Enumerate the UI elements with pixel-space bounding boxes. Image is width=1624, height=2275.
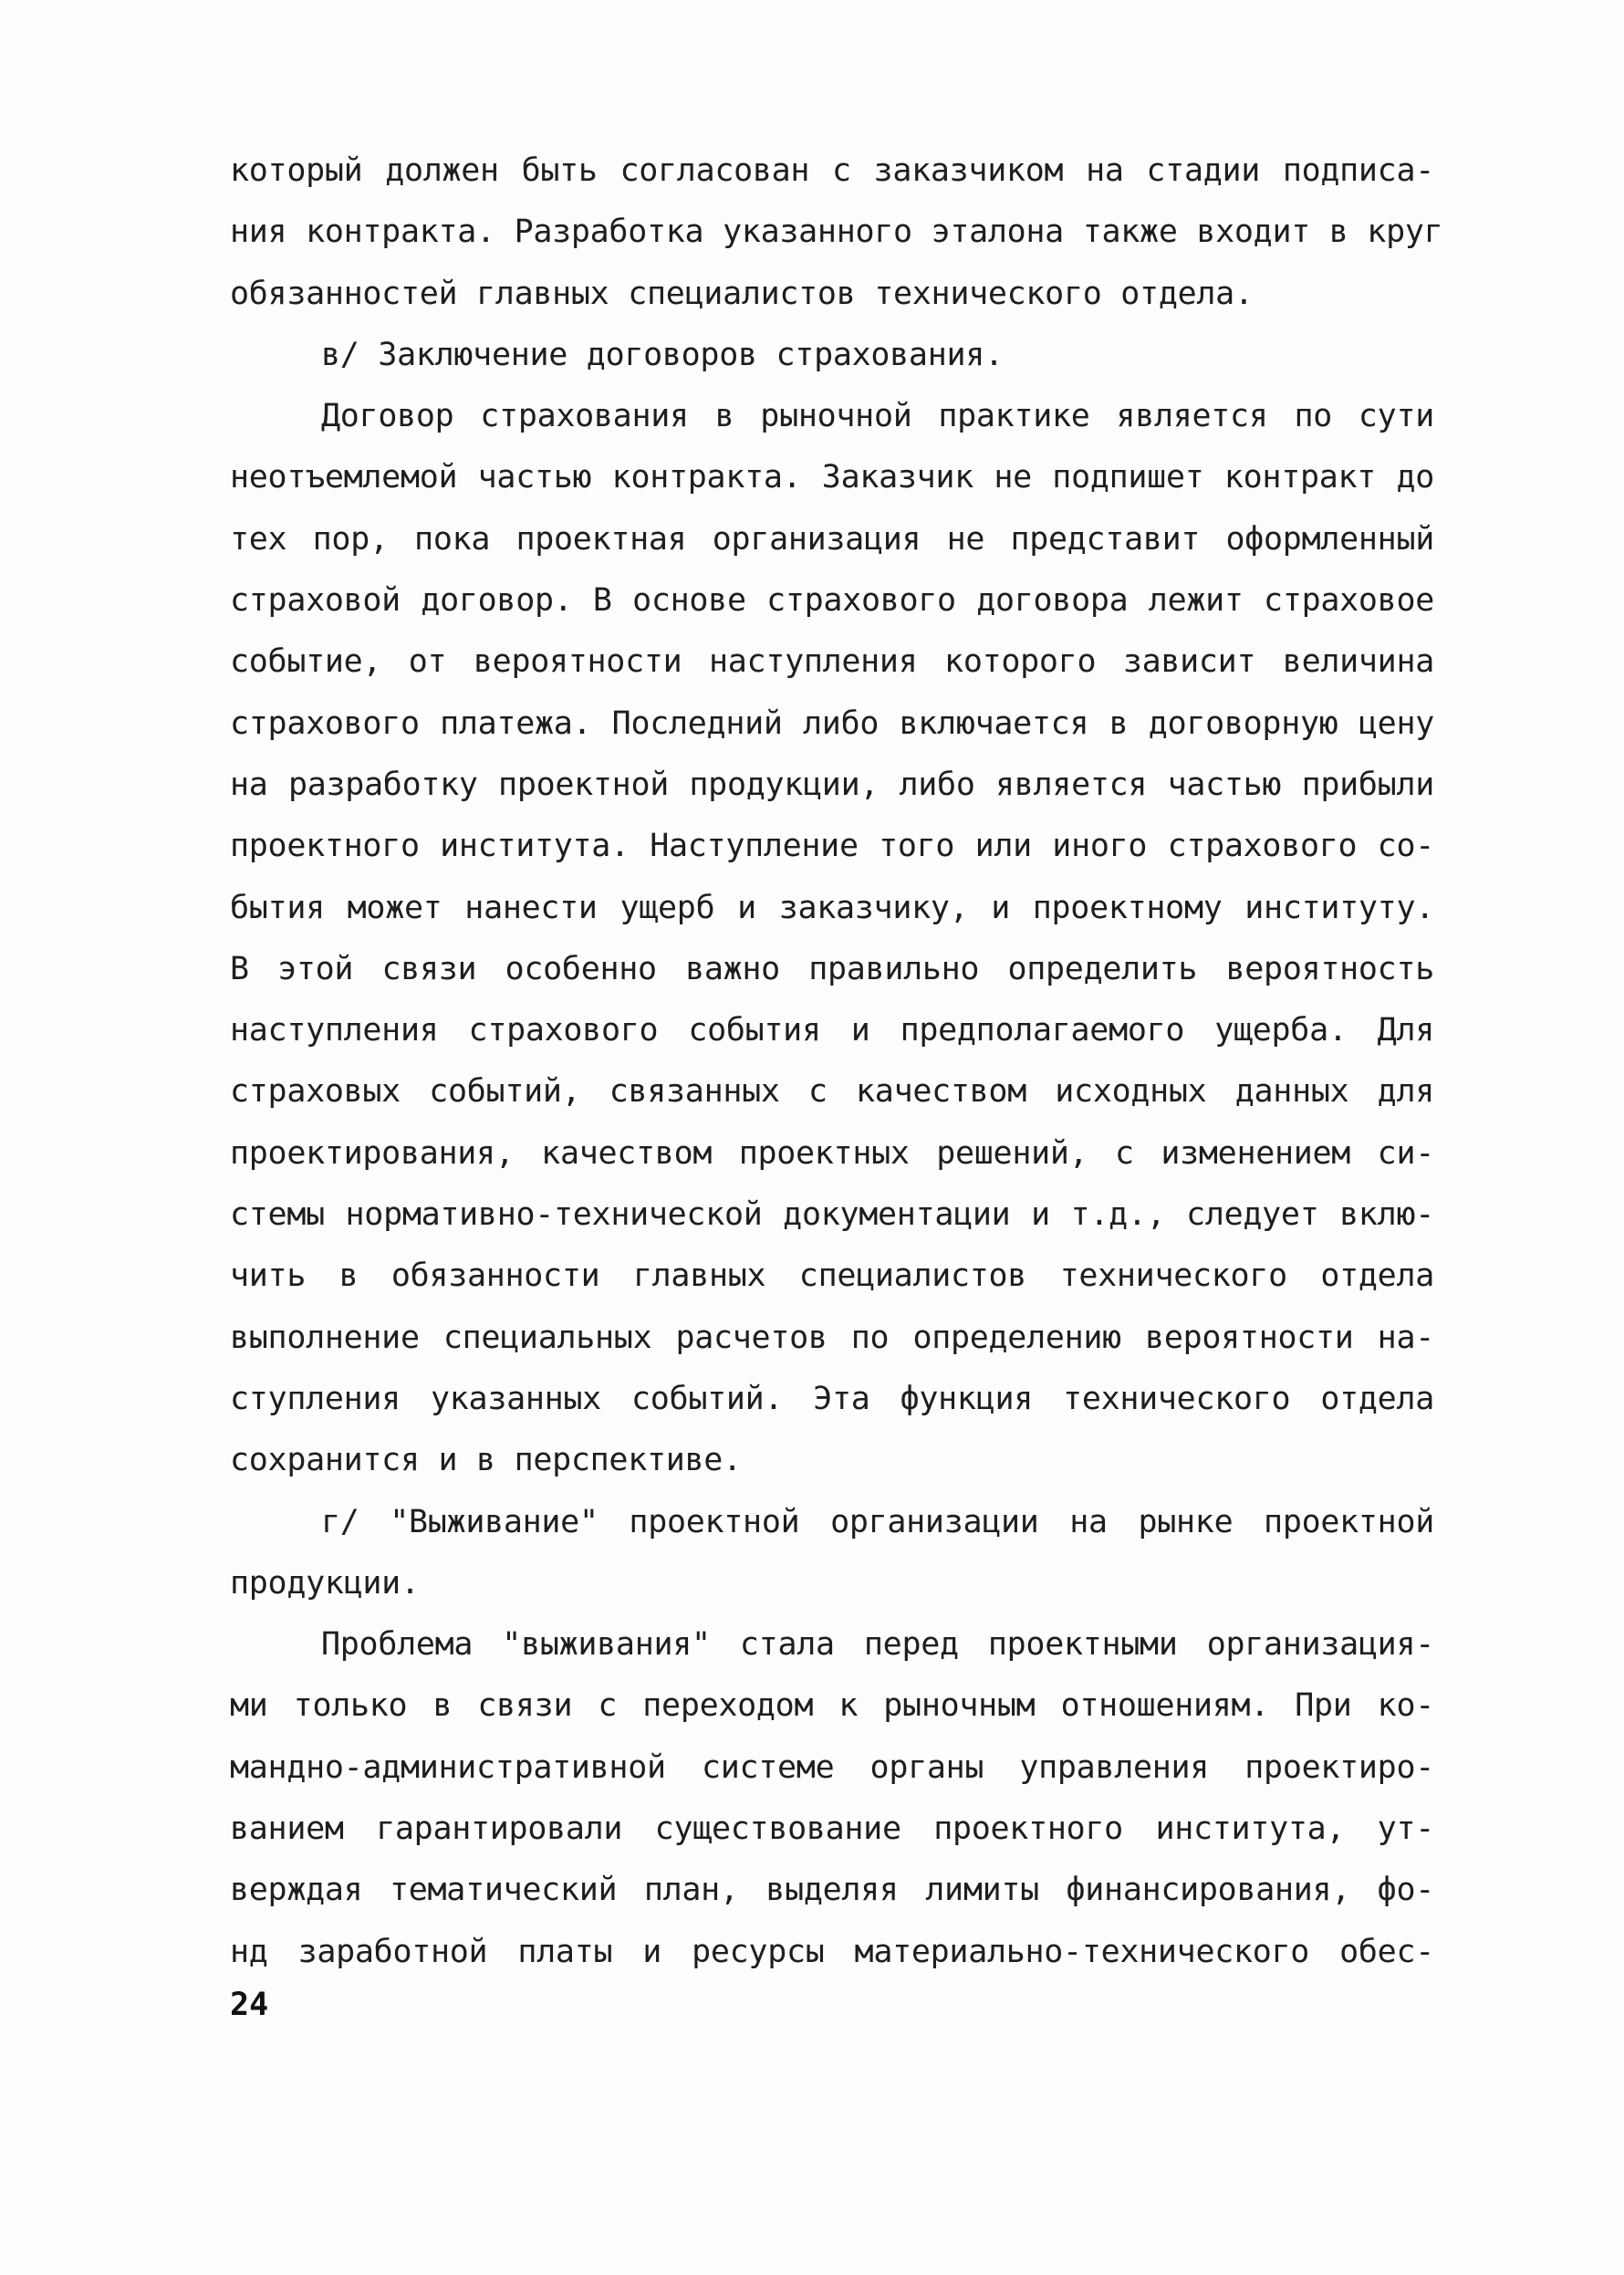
text-line: Договор страхования в рыночной практике является по сути — [321, 398, 1434, 435]
text-line: проектирования, качеством проектных решений, с изменением си- — [230, 1134, 1434, 1172]
text-line: страхового платежа. Последний либо включается в договорную цену — [230, 704, 1434, 742]
text-line: страховой договор. В основе страхового договора лежит страховое — [230, 582, 1434, 620]
text-line: в/ Заключение договоров страхования. — [321, 336, 1004, 373]
text-line: тех пор, пока проектная организация не представит оформленный — [230, 520, 1434, 558]
page-number: 24 — [230, 1987, 269, 2023]
text-line: ванием гарантировали существование проектного института, ут- — [230, 1811, 1434, 1848]
text-line: бытия может нанести ущерб и заказчику, и проектному институту. — [230, 889, 1434, 926]
text-line: ния контракта. Разработка указанного эталона также входит в круг — [230, 214, 1443, 251]
text-line: нд заработной платы и ресурсы материально-технического обес- — [230, 1933, 1434, 1970]
body-text — [230, 141, 1443, 1983]
text-line: верждая тематический план, выделяя лимиты финансирования, фо- — [230, 1872, 1434, 1909]
text-line: обязанностей главных специалистов технического отдела. — [230, 275, 1254, 312]
text-line: г/ "Выживание" проектной организации на рынке проектной — [321, 1503, 1434, 1540]
text-line: страховых событий, связанных с качеством исходных данных для — [230, 1073, 1434, 1111]
text-line: чить в обязанности главных специалистов технического отдела — [230, 1258, 1434, 1295]
text-line: ми только в связи с переходом к рыночным отношениям. При ко- — [230, 1687, 1434, 1725]
text-line: Проблема "выживания" стала перед проектными организация- — [321, 1626, 1434, 1664]
text-line: проектного института. Наступление того или иного страхового со- — [230, 828, 1434, 865]
text-line: на разработку проектной продукции, либо является частью прибыли — [230, 766, 1434, 803]
text-line: мандно-административной системе органы управления проектиро- — [230, 1748, 1434, 1786]
text-line: ступления указанных событий. Эта функция технического отдела — [230, 1380, 1434, 1417]
text-line: сохранится и в перспективе. — [230, 1442, 742, 1479]
text-line: стемы нормативно-технической документации и т.д., следует вклю- — [230, 1196, 1434, 1234]
text-line: наступления страхового события и предполагаемого ущерба. Для — [230, 1012, 1434, 1049]
text-line: продукции. — [230, 1564, 420, 1602]
text-line: выполнение специальных расчетов по определению вероятности на- — [230, 1319, 1434, 1356]
text-line: который должен быть согласован с заказчиком на стадии подписа- — [230, 152, 1434, 189]
text-line: неотъемлемой частью контракта. Заказчик не подпишет контракт до — [230, 459, 1434, 496]
text-line: событие, от вероятности наступления которого зависит величина — [230, 643, 1434, 681]
text-line: В этой связи особенно важно правильно определить вероятность — [230, 950, 1434, 987]
